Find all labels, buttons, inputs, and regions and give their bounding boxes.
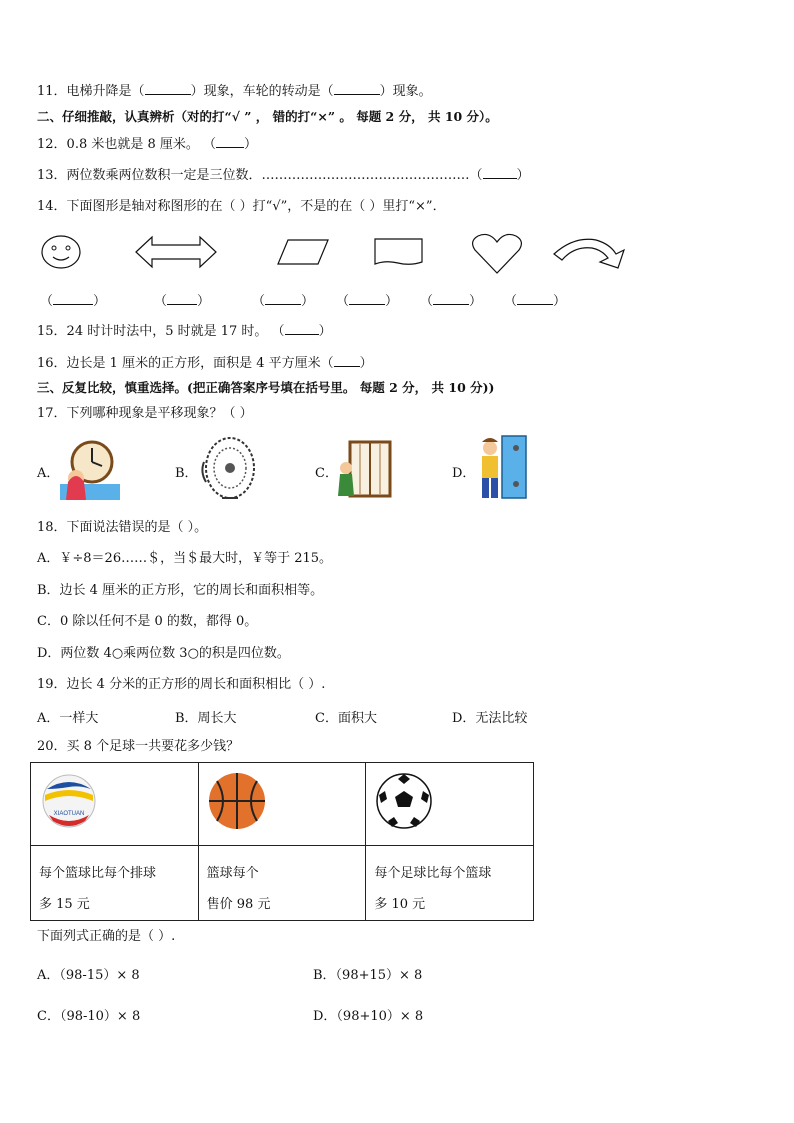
fan-picture-icon[interactable] xyxy=(198,432,256,508)
question-17: 17．下列哪种现象是平移现象？（ ） xyxy=(37,406,253,421)
q20-option-b[interactable]: B．（98+15）× 8 xyxy=(313,968,423,983)
answer-paren[interactable]: （ ） xyxy=(40,294,107,309)
q18-option-a[interactable]: A．￥÷8＝26……＄，当＄最大时，￥等于 215。 xyxy=(37,551,333,566)
answer-blank[interactable] xyxy=(334,82,380,95)
q18-option-b[interactable]: B．边长 4 厘米的正方形，它的周长和面积相等。 xyxy=(37,583,324,598)
q20-option-d[interactable]: D．（98+10）× 8 xyxy=(313,1009,424,1024)
question-12: 12．0.8 米也就是 8 厘米。 （ ） xyxy=(37,137,258,152)
heart-icon xyxy=(470,232,524,276)
option-a-label: A． xyxy=(37,466,60,481)
answer-paren[interactable]: （ ） xyxy=(252,294,315,309)
basketball-price-cell: 篮球每个 售价 98 元 xyxy=(198,846,366,921)
double-arrow-icon xyxy=(134,234,218,270)
answer-blank[interactable] xyxy=(483,166,517,179)
clock-hands-picture-icon[interactable] xyxy=(60,438,120,500)
question-20-prompt: 下面列式正确的是（ ）. xyxy=(37,929,176,944)
answer-blank[interactable] xyxy=(334,354,360,367)
question-13: 13．两位数乘两位数积一定是三位数．…………………………………………（ ） xyxy=(37,168,530,183)
smiley-face-icon xyxy=(40,232,84,272)
section-3-heading: 三、反复比较，慎重选择。(把正确答案序号填在括号里。 每题 2 分， 共 10 分)) xyxy=(37,380,495,395)
q19-option-c[interactable]: C．面积大 xyxy=(315,711,377,726)
question-15: 15．24 时计时法中，5 时就是 17 时。 （ ） xyxy=(37,324,332,339)
football-price-cell: 每个足球比每个篮球 多 10 元 xyxy=(366,846,534,921)
option-c-label: C． xyxy=(315,466,338,481)
answer-paren[interactable]: （ ） xyxy=(504,294,567,309)
svg-text:XIAOTUAN: XIAOTUAN xyxy=(53,811,85,817)
section-2-heading: 二、仔细推敲，认真辨析（对的打“√ ” ， 错的打“×” 。 每题 2 分， 共 10 分）。 xyxy=(37,109,498,124)
basketball-cell xyxy=(198,763,366,846)
window-push-picture-icon[interactable] xyxy=(336,440,392,498)
option-b-label: B． xyxy=(175,466,198,481)
question-19: 19．边长 4 分米的正方形的周长和面积相比（ ）. xyxy=(37,677,326,692)
answer-blank[interactable] xyxy=(285,322,319,335)
q19-option-a[interactable]: A．一样大 xyxy=(37,711,99,726)
volleyball-icon xyxy=(39,771,109,841)
q18-option-c[interactable]: C．0 除以任何不是 0 的数，都得 0。 xyxy=(37,614,258,629)
q19-option-b[interactable]: B．周长大 xyxy=(175,711,237,726)
answer-paren[interactable]: （ ） xyxy=(154,294,211,309)
flag-shape-icon xyxy=(372,236,426,268)
door-knob-picture-icon[interactable] xyxy=(474,434,530,502)
answer-paren[interactable]: （ ） xyxy=(420,294,483,309)
parallelogram-icon xyxy=(276,238,330,266)
answer-paren[interactable]: （ ） xyxy=(336,294,399,309)
question-20: 20．买 8 个足球一共要花多少钱？ xyxy=(37,739,240,754)
question-18: 18．下面说法错误的是（ ）。 xyxy=(37,520,208,535)
question-14: 14．下面图形是轴对称图形的在（ ）打“√”，不是的在（ ）里打“×”． xyxy=(37,199,446,214)
question-16: 16．边长是 1 厘米的正方形，面积是 4 平方厘米（ ） xyxy=(37,356,373,371)
curved-arrow-icon xyxy=(552,232,632,272)
volleyball-cell xyxy=(31,763,199,846)
football-cell xyxy=(366,763,534,846)
volleyball-price-cell: 每个篮球比每个排球 多 15 元 xyxy=(31,846,199,921)
basketball-icon xyxy=(207,771,277,841)
q19-option-d[interactable]: D．无法比较 xyxy=(452,711,528,726)
ball-price-table xyxy=(30,762,534,921)
q20-option-c[interactable]: C．（98-10）× 8 xyxy=(37,1009,141,1024)
q18-option-d[interactable]: D．两位数 4○乘两位数 3○的积是四位数。 xyxy=(37,646,290,661)
option-d-label: D． xyxy=(452,466,476,481)
soccer-ball-icon xyxy=(374,771,444,841)
answer-blank[interactable] xyxy=(216,135,244,148)
question-11: 11．电梯升降是（ ）现象，车轮的转动是（ ）现象。 xyxy=(37,84,432,99)
answer-blank[interactable] xyxy=(145,82,191,95)
q20-option-a[interactable]: A．（98-15）× 8 xyxy=(37,968,140,983)
